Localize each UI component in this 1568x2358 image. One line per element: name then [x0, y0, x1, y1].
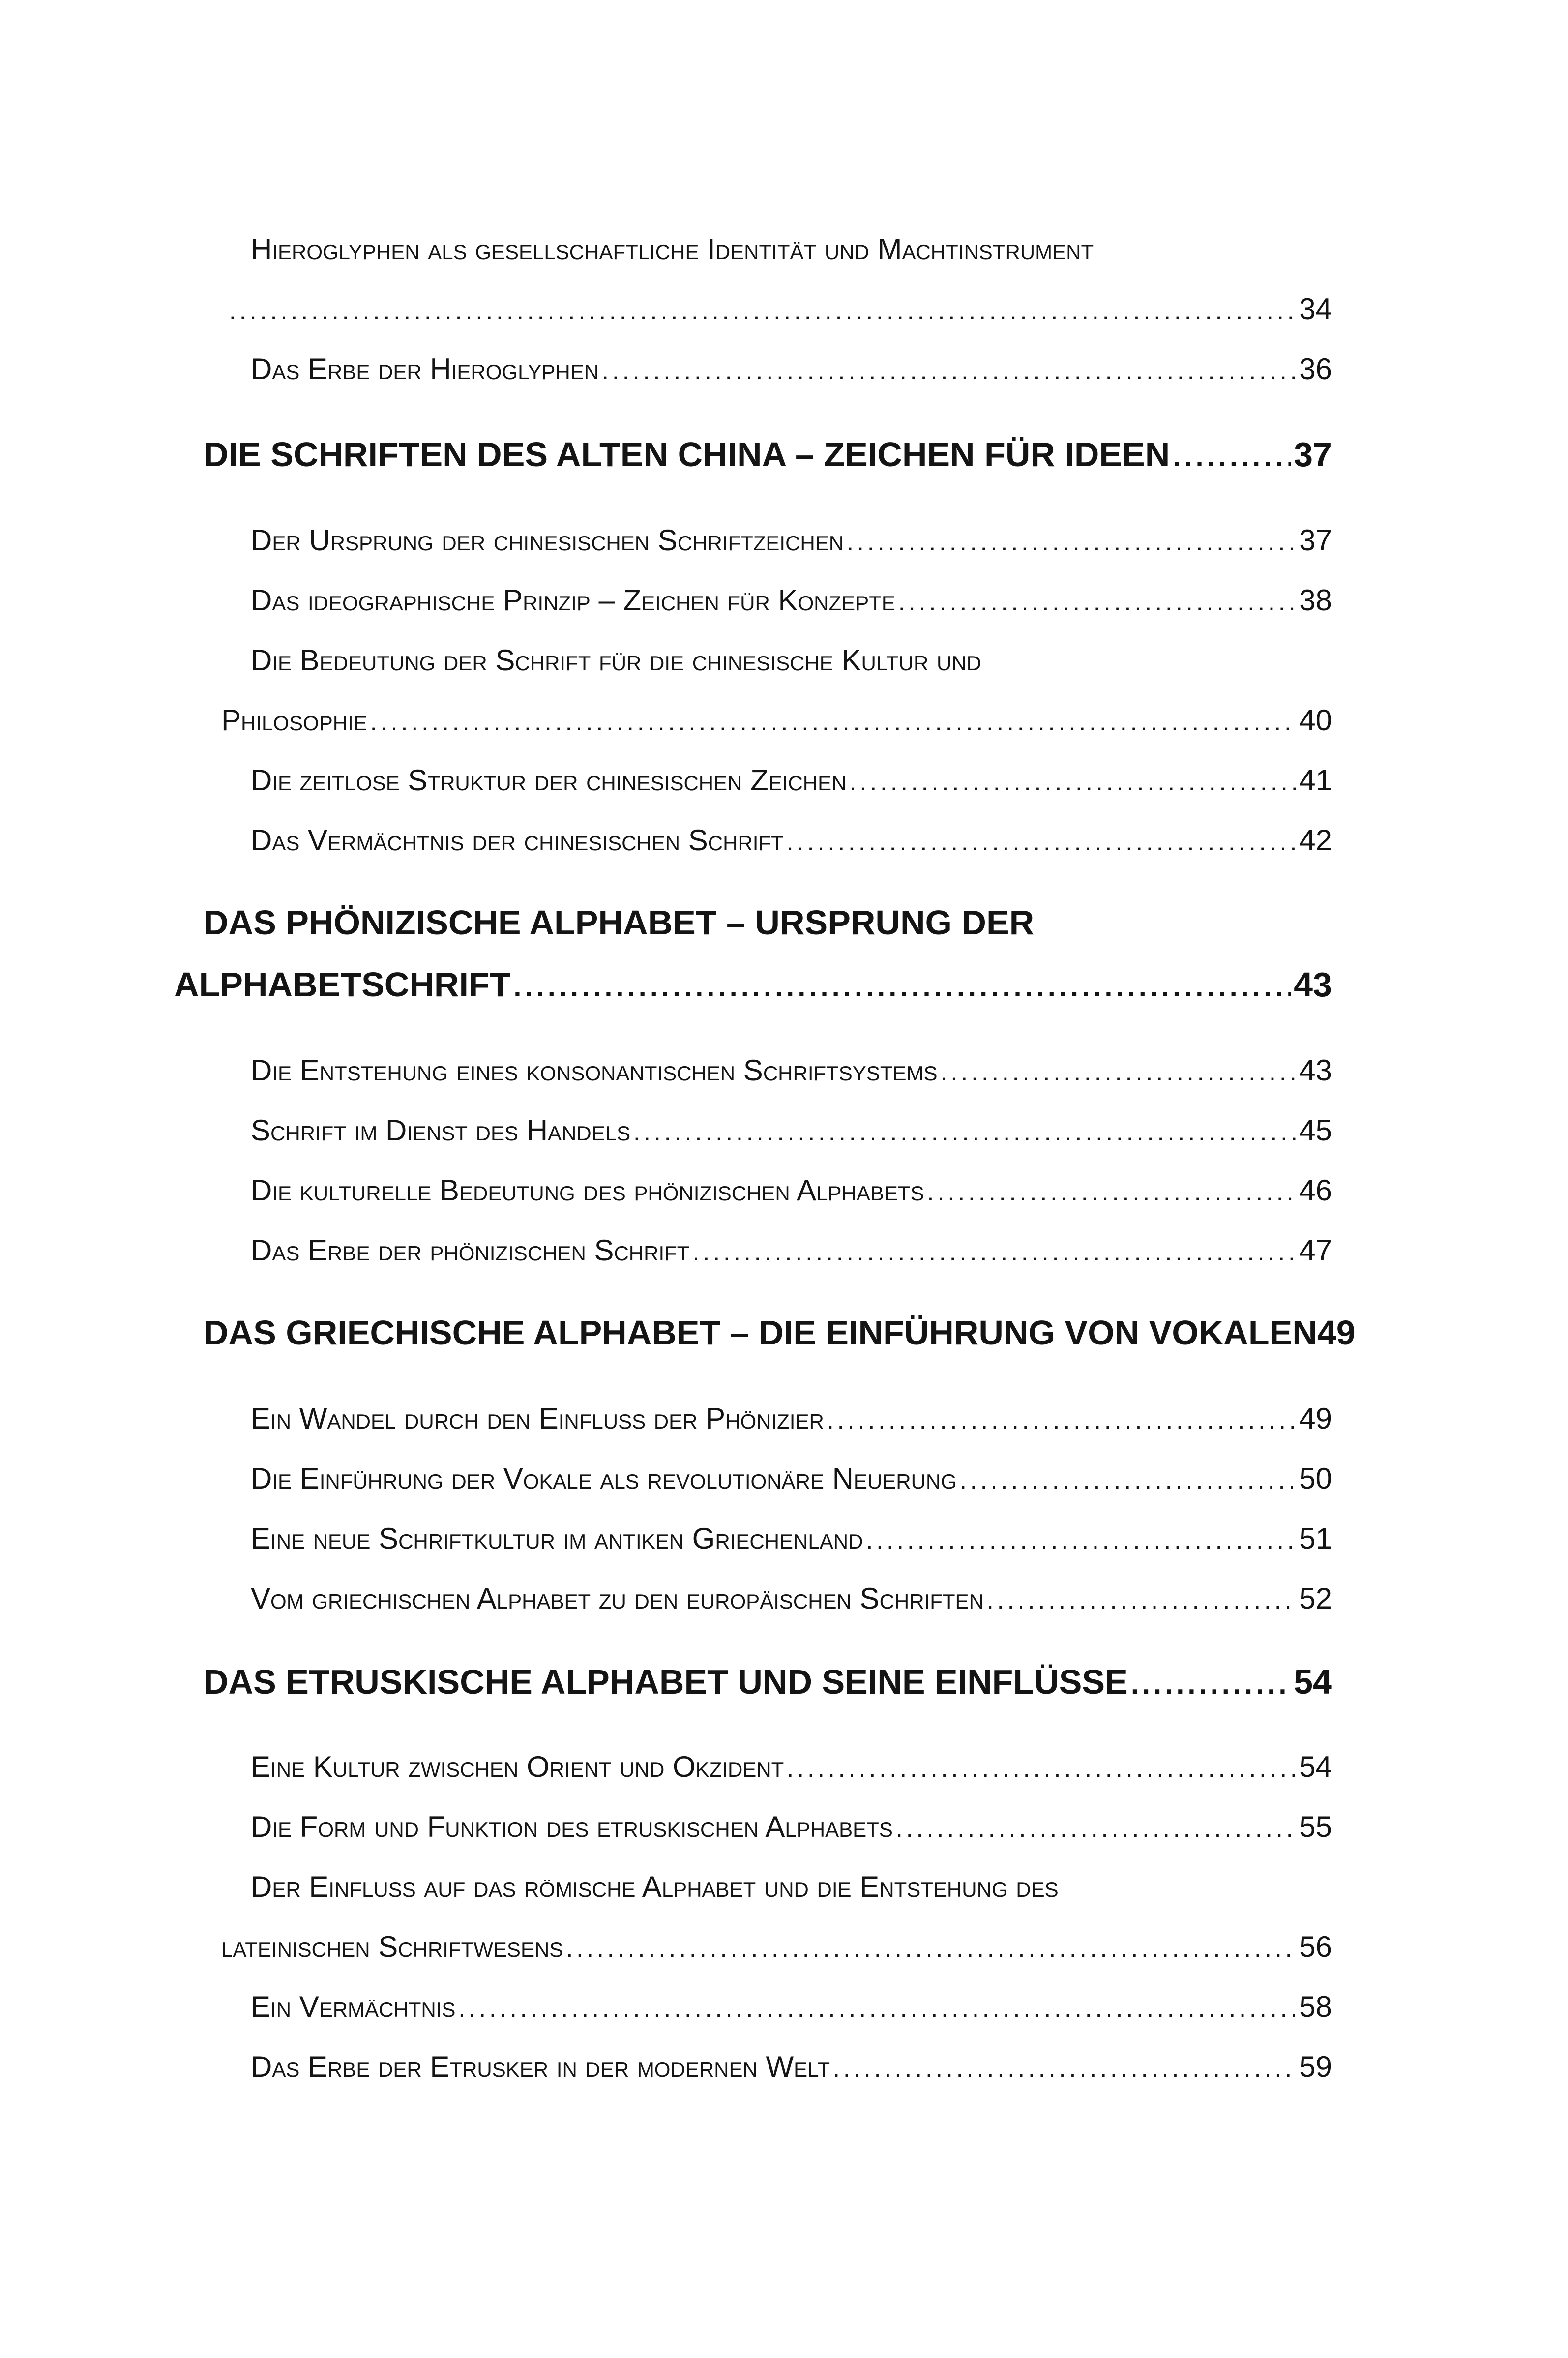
toc-chapter-title: DAS ETRUSKISCHE ALPHABET UND SEINE EINFLÜSSE	[204, 1663, 1128, 1701]
toc-page-number: 42	[1299, 824, 1332, 857]
toc-dot-leader	[847, 528, 1296, 556]
toc-page-number: 59	[1299, 2050, 1332, 2083]
toc-page-number: 52	[1299, 1582, 1332, 1615]
toc-page-number: 49	[1299, 1402, 1332, 1435]
toc-entry-title: Das Erbe der Etrusker in der modernen Welt	[251, 2050, 830, 2083]
toc-section-entry[interactable]	[251, 1053, 1332, 1099]
toc-section-entry[interactable]	[251, 232, 1094, 277]
toc-entry-title: Das Erbe der phönizischen Schrift	[251, 1234, 690, 1267]
toc-page-number: 54	[1294, 1663, 1332, 1701]
toc-dot-leader	[1131, 1668, 1291, 1701]
toc-page-number: 37	[1299, 524, 1332, 557]
toc-page-number: 58	[1299, 1990, 1332, 2023]
toc-entry-title: lateinischen Schriftwesens	[221, 1930, 563, 1963]
toc-dot-leader	[1173, 440, 1291, 473]
toc-section-entry[interactable]	[251, 1582, 1332, 1627]
toc-entry-title: Philosophie	[221, 704, 367, 737]
toc-dot-leader	[229, 297, 1296, 325]
toc-page-number: 38	[1299, 584, 1332, 617]
toc-chapter-title: ALPHABETSCHRIFT	[174, 965, 511, 1004]
toc-section-entry[interactable]	[251, 643, 981, 688]
toc-dot-leader	[787, 1754, 1296, 1783]
toc-dot-leader	[566, 1934, 1296, 1963]
toc-chapter-entry[interactable]	[204, 1662, 1332, 1707]
toc-section-entry[interactable]	[221, 1930, 1332, 1975]
toc-section-entry[interactable]	[226, 292, 1332, 337]
toc-dot-leader	[692, 1238, 1296, 1266]
toc-page-number: 46	[1299, 1174, 1332, 1207]
toc-entry-title: Die kulturelle Bedeutung des phönizischen Alphabets	[251, 1174, 924, 1207]
toc-page-number: 45	[1299, 1114, 1332, 1147]
toc-section-entry[interactable]	[221, 703, 1332, 748]
toc-entry-title: Eine Kultur zwischen Orient und Okzident	[251, 1750, 784, 1783]
toc-entry-title: Vom griechischen Alphabet zu den europäischen Schriften	[251, 1582, 984, 1615]
toc-section-entry[interactable]	[251, 1810, 1332, 1855]
toc-page-number: 43	[1294, 965, 1332, 1004]
toc-dot-leader	[927, 1178, 1297, 1206]
toc-dot-leader	[987, 1586, 1296, 1614]
toc-entry-title: Schrift im Dienst des Handels	[251, 1114, 631, 1147]
toc-dot-leader	[849, 768, 1296, 796]
toc-section-entry[interactable]	[251, 1522, 1332, 1567]
toc-entry-title: Die zeitlose Struktur der chinesischen Zeichen	[251, 764, 847, 797]
toc-entry-title: Das ideographische Prinzip – Zeichen für Konzepte	[251, 584, 895, 617]
toc-chapter-entry[interactable]	[174, 965, 1332, 1010]
toc-chapter-entry[interactable]	[204, 1313, 1356, 1358]
toc-dot-leader	[787, 828, 1296, 856]
toc-section-entry[interactable]	[251, 1462, 1332, 1507]
toc-entry-title: Das Erbe der Hieroglyphen	[251, 353, 599, 386]
toc-dot-leader	[896, 1814, 1296, 1843]
toc-entry-title: Die Bedeutung der Schrift für die chinesische Kultur und	[251, 644, 982, 677]
toc-entry-title: Hieroglyphen als gesellschaftliche Identität und Machtinstrument	[251, 233, 1094, 266]
toc-page-number: 55	[1299, 1810, 1332, 1843]
toc-dot-leader	[513, 970, 1291, 1003]
toc-section-entry[interactable]	[251, 823, 1332, 868]
toc-chapter-title: DAS GRIECHISCHE ALPHABET – DIE EINFÜHRUNG VON VOKALEN	[204, 1313, 1317, 1352]
toc-page-number: 43	[1299, 1054, 1332, 1087]
toc-page-number: 56	[1299, 1930, 1332, 1963]
toc-entry-title: Ein Wandel durch den Einfluss der Phönizier	[251, 1402, 824, 1435]
toc-page-number: 54	[1299, 1750, 1332, 1783]
toc-page-number: 49	[1317, 1313, 1356, 1352]
toc-entry-title: Das Vermächtnis der chinesischen Schrift	[251, 824, 784, 857]
toc-entry-title: Der Einfluss auf das römische Alphabet und die Entstehung des	[251, 1870, 1059, 1903]
toc-section-entry[interactable]	[251, 1990, 1332, 2035]
toc-dot-leader	[602, 357, 1296, 385]
toc-section-entry[interactable]	[251, 1173, 1332, 1219]
toc-entry-title: Die Form und Funktion des etruskischen Alphabets	[251, 1810, 893, 1843]
toc-dot-leader	[827, 1406, 1296, 1434]
toc-section-entry[interactable]	[251, 523, 1332, 568]
toc-page-number: 34	[1299, 293, 1332, 326]
toc-section-entry[interactable]	[251, 1113, 1332, 1159]
toc-page-number: 51	[1299, 1522, 1332, 1555]
toc-dot-leader	[898, 588, 1296, 616]
toc-entry-title: Die Entstehung eines konsonantischen Schriftsystems	[251, 1054, 938, 1087]
toc-page-number: 41	[1299, 764, 1332, 797]
toc-dot-leader	[960, 1466, 1296, 1494]
toc-entry-title: Ein Vermächtnis	[251, 1990, 456, 2023]
toc-entry-title: Eine neue Schriftkultur im antiken Griechenland	[251, 1522, 863, 1555]
toc-chapter-entry[interactable]	[204, 435, 1332, 480]
toc-chapter-title: DAS PHÖNIZISCHE ALPHABET – URSPRUNG DER	[204, 903, 1035, 942]
toc-section-entry[interactable]	[251, 1750, 1332, 1795]
toc-section-entry[interactable]	[251, 1870, 1059, 1915]
toc-section-entry[interactable]	[251, 583, 1332, 628]
toc-page-number: 37	[1294, 435, 1332, 474]
toc-chapter-entry[interactable]	[204, 903, 1034, 948]
toc-dot-leader	[633, 1118, 1296, 1146]
toc-page-number: 50	[1299, 1462, 1332, 1495]
toc-dot-leader	[866, 1526, 1296, 1554]
toc-page-number: 36	[1299, 353, 1332, 386]
toc-page-number: 40	[1299, 704, 1332, 737]
toc-entry-title: Die Einführung der Vokale als revolutionäre Neuerung	[251, 1462, 957, 1495]
toc-dot-leader	[370, 708, 1296, 736]
toc-chapter-title: DIE SCHRIFTEN DES ALTEN CHINA – ZEICHEN FÜR IDEEN	[204, 435, 1170, 474]
toc-page-number: 47	[1299, 1234, 1332, 1267]
toc-dot-leader	[833, 2054, 1296, 2083]
toc-dot-leader	[941, 1058, 1297, 1086]
toc-entry-title: Der Ursprung der chinesischen Schriftzeichen	[251, 524, 844, 557]
toc-section-entry[interactable]	[251, 1233, 1332, 1279]
toc-section-entry[interactable]	[251, 1402, 1332, 1447]
toc-dot-leader	[458, 1994, 1296, 2023]
toc-section-entry[interactable]	[251, 2050, 1332, 2095]
toc-section-entry[interactable]	[251, 352, 1332, 397]
toc-section-entry[interactable]	[251, 763, 1332, 808]
